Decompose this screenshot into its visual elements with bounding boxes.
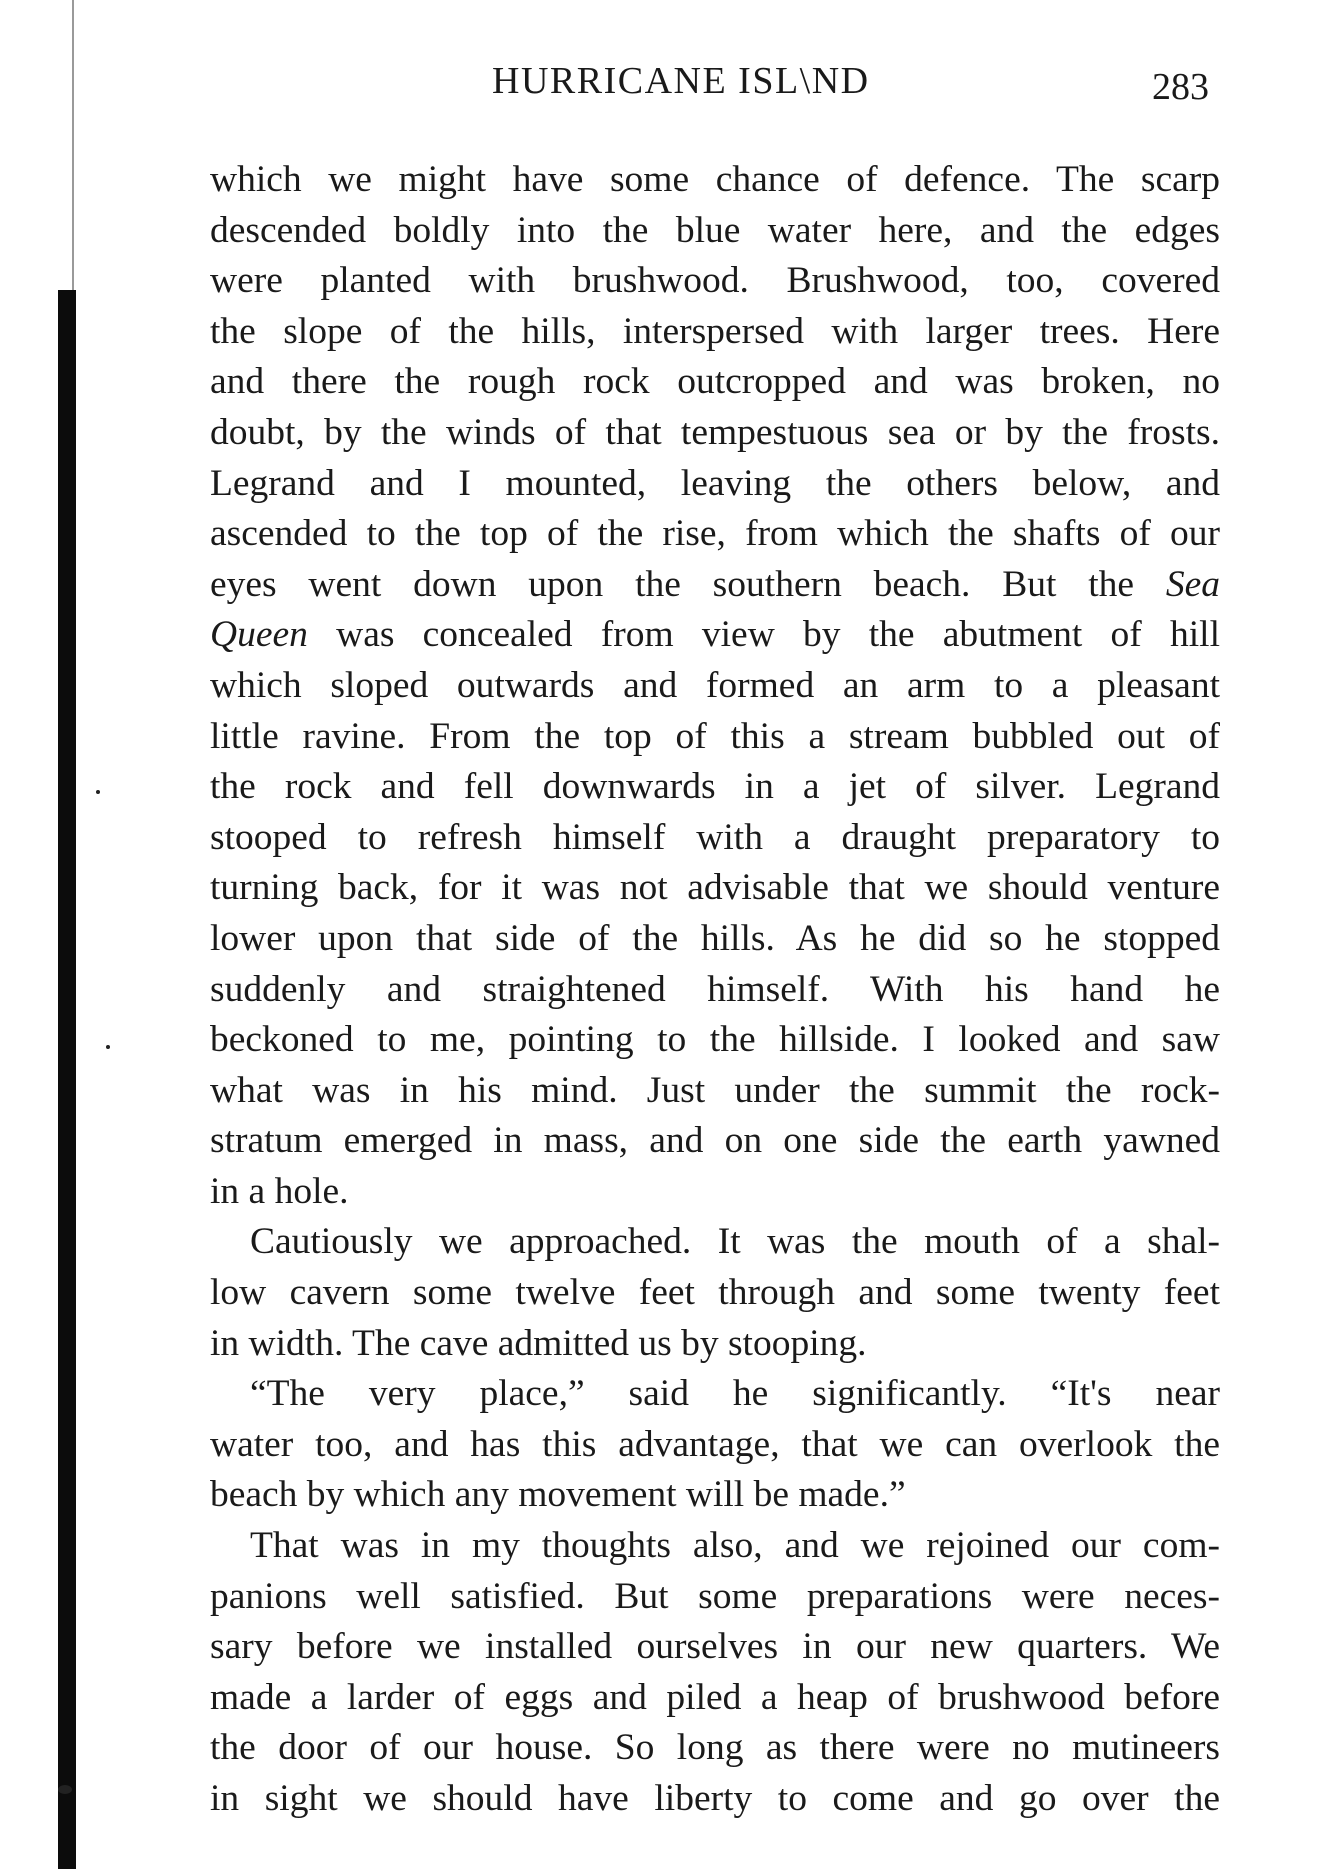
text-line: the door of our house. So long as there were no mutineers	[210, 1727, 1220, 1769]
text-line: beach by which any movement will be made.”	[210, 1474, 906, 1516]
speck-mark	[58, 1785, 72, 1794]
text-line: Legrand and I mounted, leaving the others below, and	[210, 462, 1220, 504]
text-line: in a hole.	[210, 1170, 349, 1212]
italic-ship-name-queen: Queen	[210, 614, 308, 656]
text-line: which sloped outwards and formed an arm to a pleasant	[210, 664, 1220, 706]
binding-edge	[58, 290, 76, 1869]
text-line: stratum emerged in mass, and on one side the earth yawned	[210, 1120, 1220, 1162]
running-title: HURRICANE ISL\ND	[492, 60, 870, 102]
text-line: Cautiously we approached. It was the mouth of a shal-	[250, 1221, 1220, 1263]
text-line: the rock and fell downwards in a jet of silver. Legrand	[210, 766, 1220, 808]
text-line: beckoned to me, pointing to the hillside. I looked and saw	[210, 1019, 1220, 1061]
text-line: little ravine. From the top of this a stream bubbled out of	[210, 715, 1220, 757]
italic-ship-name-sea: Sea	[1165, 563, 1221, 605]
text-line: turning back, for it was not advisable that we should venture	[210, 867, 1220, 909]
speck-mark	[106, 1045, 110, 1049]
text-line: what was in his mind. Just under the summit the rock-	[210, 1069, 1220, 1111]
text-line: panions well satisfied. But some preparations were neces-	[210, 1575, 1220, 1617]
text-line: ascended to the top of the rise, from which the shafts of our	[210, 513, 1220, 555]
text-line	[210, 610, 1220, 661]
text-line: the slope of the hills, interspersed with larger trees. Here	[210, 310, 1220, 352]
running-head	[0, 56, 1318, 106]
text-line: lower upon that side of the hills. As he did so he stopped	[210, 917, 1220, 959]
text-line: descended boldly into the blue water here, and the edges	[210, 209, 1220, 251]
text-line: That was in my thoughts also, and we rejoined our com-	[250, 1525, 1220, 1567]
text-line: doubt, by the winds of that tempestuous sea or by the frosts.	[210, 411, 1220, 453]
text-line: and there the rough rock outcropped and was broken, no	[210, 361, 1220, 403]
text-fragment: was concealed from view by the abutment of hill	[336, 614, 1221, 656]
text-line: in width. The cave admitted us by stooping.	[210, 1322, 867, 1364]
text-line: suddenly and straightened himself. With his hand he	[210, 968, 1220, 1010]
text-line: water too, and has this advantage, that we can overlook the	[210, 1423, 1220, 1465]
text-fragment: eyes went down upon the southern beach. But the	[210, 563, 1135, 605]
text-line: low cavern some twelve feet through and some twenty feet	[210, 1272, 1220, 1314]
text-line: were planted with brushwood. Brushwood, too, covered	[210, 260, 1220, 302]
page-number: 283	[1152, 66, 1209, 108]
text-line: “The very place,” said he significantly. “It's near	[250, 1373, 1220, 1415]
text-line: made a larder of eggs and piled a heap of brushwood before	[210, 1676, 1220, 1718]
text-line: in sight we should have liberty to come and go over the	[210, 1778, 1220, 1819]
text-line: stooped to refresh himself with a draught preparatory to	[210, 816, 1220, 858]
text-line: sary before we installed ourselves in our new quarters. We	[210, 1626, 1220, 1668]
binding-edge-thin	[72, 0, 74, 300]
body-text	[210, 155, 1220, 1825]
text-line	[210, 560, 1220, 611]
text-line: which we might have some chance of defence. The scarp	[210, 159, 1220, 200]
speck-mark	[96, 790, 100, 794]
